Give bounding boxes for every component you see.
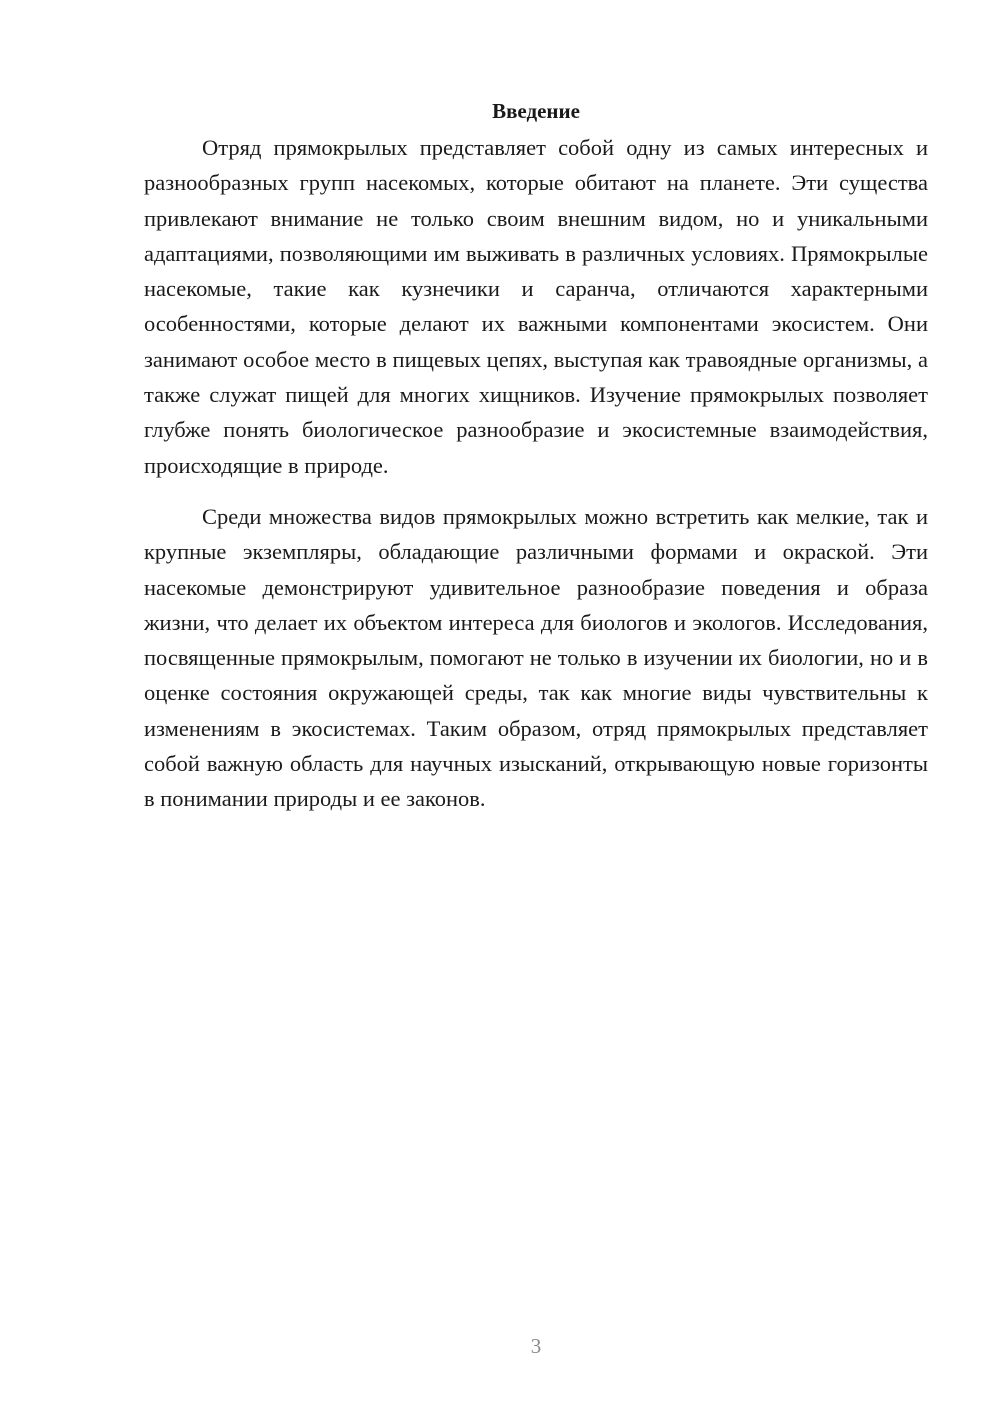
paragraph-2: Среди множества видов прямокрылых можно встретить как мелкие, так и крупные экземпляры, обладающие различными формами и окраской. Эти насекомые демонстрируют удивительное разнообразие поведения и образа жизни, что делает их объектом интереса для биологов и экологов. Исследования, посвященные прямокрылым, помогают не только в изучении их биологии, но и в оценке состояния окружающей среды, так как многие виды чувствительны к изменениям в экосистемах. Таким образом, отряд прямокрылых представляет собой важную область для научных изысканий, открывающую новые горизонты в понимании природы и ее законов. (144, 503, 928, 812)
section-heading: Введение (492, 99, 580, 123)
page-content (144, 96, 928, 817)
page-number: 3 (530, 1334, 542, 1358)
paragraph-1: Отряд прямокрылых представляет собой одну из самых интересных и разнообразных групп насекомых, которые обитают на планете. Эти существа привлекают внимание не только своим внешним видом, но и уникальными адаптациями, позволяющими им выживать в различных условиях. Прямокрылые насекомые, такие как кузнечики и саранча, отличаются характерными особенностями, которые делают их важными компонентами экосистем. Они занимают особое место в пищевых цепях, выступая как травоядные организмы, а также служат пищей для многих хищников. Изучение прямокрылых позволяет глубже понять биологическое разнообразие и экосистемные взаимодействия, происходящие в природе. (144, 135, 928, 478)
